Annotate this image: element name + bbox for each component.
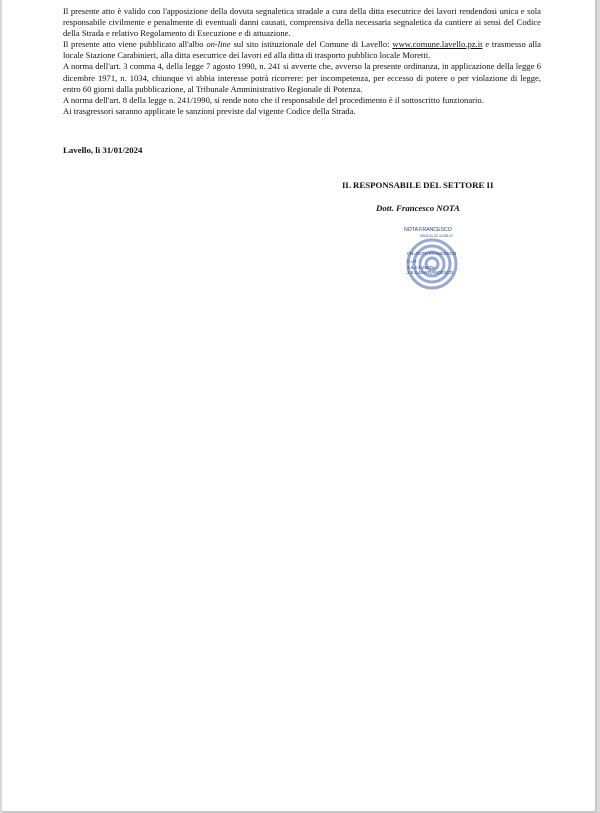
online-term: on-line bbox=[206, 39, 231, 50]
paragraph-signage: Il presente atto è valido con l'apposizione della dovuta segnaletica stradale a cura della ditta esecutrice dei lavori rendendosi unica e sola responsabile civilmente e penalmente di eventuali danni causati, comprensiva della necessaria segnaletica da cantiere ai sensi del Codice della Strada e relativo Regolamento di Esecuzione e di attuazione. bbox=[63, 6, 541, 39]
date-line: Lavello, lì 31/01/2024 bbox=[63, 145, 143, 155]
signature-detail-country: C=IT bbox=[407, 259, 417, 264]
signature-detail-surname: 2.5.4.4=NOTA bbox=[407, 265, 435, 270]
municipality-website-link[interactable]: www.comune.lavello.pz.it bbox=[392, 39, 483, 50]
paragraph-publication bbox=[63, 39, 541, 61]
document-page bbox=[2, 0, 597, 813]
signature-name-line: NOTA FRANCESCO bbox=[404, 227, 452, 233]
body-text bbox=[63, 6, 541, 117]
publication-text-mid: sul sito istituzionale del Comune di Lavello: bbox=[230, 39, 393, 50]
paragraph-sanctions: Ai trasgressori saranno applicate le sanzioni previste dal vigente Codice della Strada. bbox=[63, 105, 356, 116]
publication-text-start: Il presente atto viene pubblicato all'albo bbox=[63, 39, 207, 50]
digital-signature-stamp bbox=[400, 224, 480, 292]
paragraph-appeal: A norma dell'art. 3 comma 4, della legge 7 agosto 1990, n. 241 si avverte che, avverso la presente ordinanza, in applicazione della legge 6 dicembre 1971, n. 1034, chiunque vi abbia interesse potrà ricorrere: per incompetenza, per eccesso di potere o per violazione di legge, entro 60 giorni dalla pubblicazione, al Tribunale Amministrativo Regionale di Potenza. bbox=[63, 61, 541, 94]
signature-detail-given-name: 2.5.4.42=FRANCESCO bbox=[407, 270, 453, 275]
signature-detail-cn: CN=NOTA FRANCESCO bbox=[407, 251, 457, 256]
signer-name: Dott. Francesco NOTA bbox=[376, 203, 460, 213]
publication-text-end: e trasmesso alla locale Stazione Carabinieri, alla ditta esecutrice dei lavori ed alla ditta di trasporto pubblico locale Moretti. bbox=[63, 39, 541, 61]
paragraph-procedure-manager: A norma dell'art. 8 della legge n. 241/1990, si rende noto che il responsabile del procedimento è il sottoscritto funzionario. bbox=[63, 94, 484, 105]
signer-role: IL RESPONSABILE DEL SETTORE II bbox=[342, 180, 494, 190]
signature-timestamp: 2024.01.31 12:55:17 bbox=[420, 234, 453, 238]
